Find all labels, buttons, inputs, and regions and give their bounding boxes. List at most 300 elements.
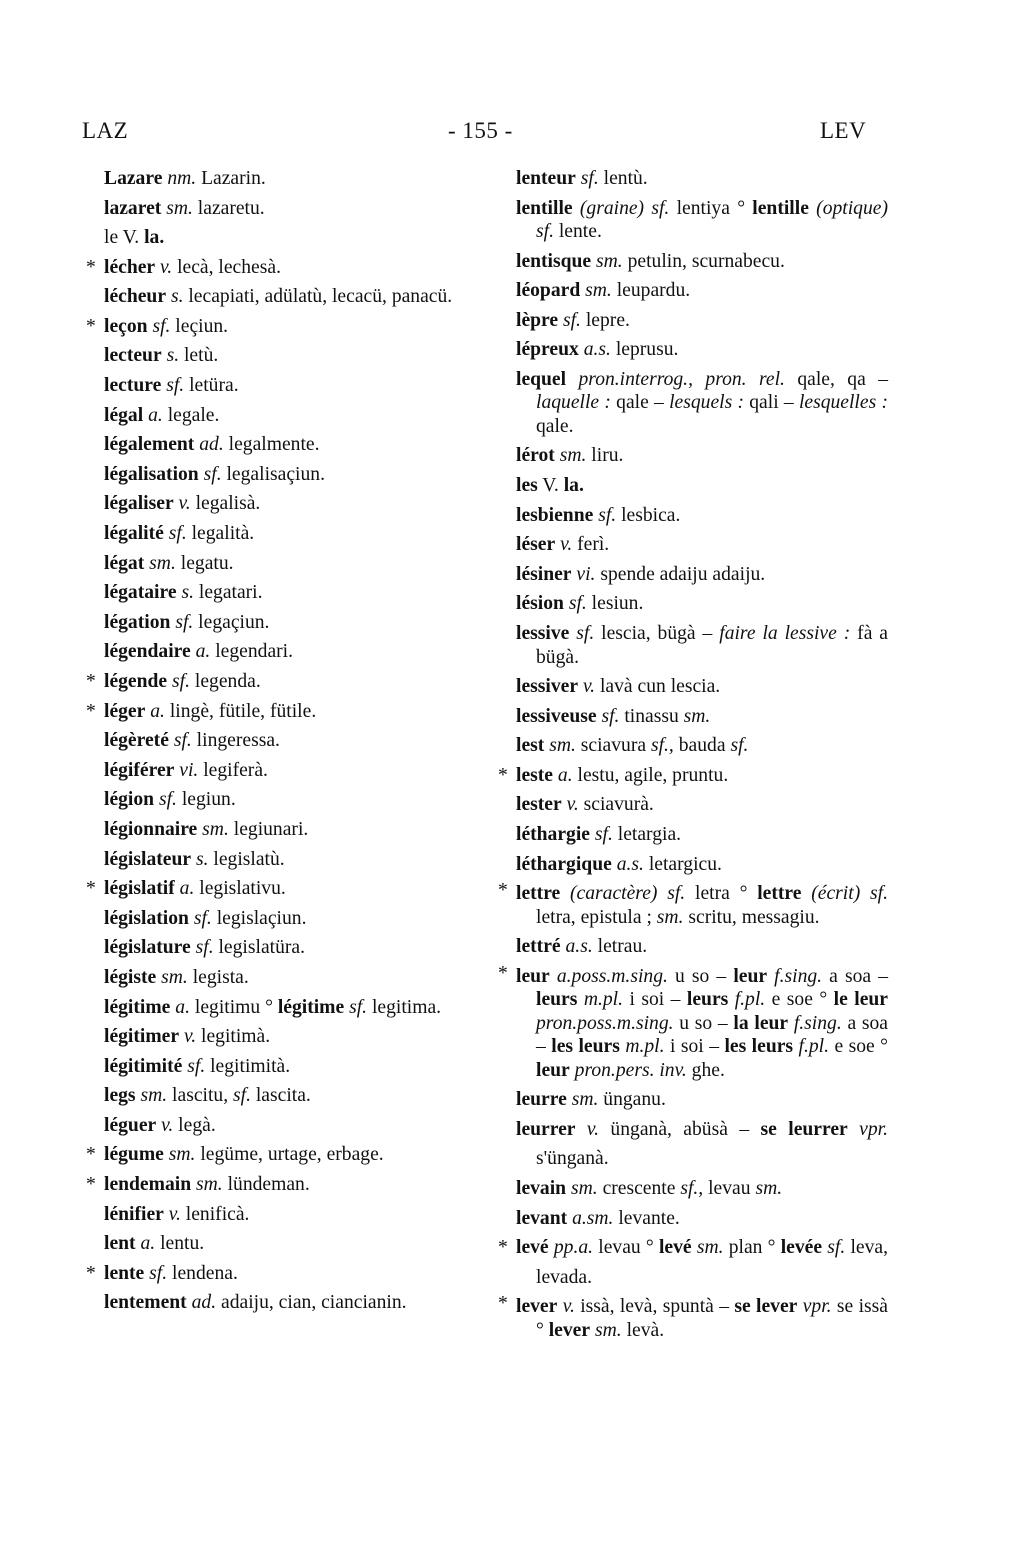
headword: lettre [757, 883, 802, 905]
grammar-label: a.sm. [572, 1207, 614, 1229]
headword: levée [780, 1237, 823, 1259]
grammar-label: a.s. [583, 339, 611, 361]
dictionary-entry [104, 845, 474, 875]
dictionary-entry [516, 247, 888, 277]
dictionary-entry [104, 1081, 474, 1111]
translation: legiun. [176, 789, 236, 811]
grammar-label: sf., [650, 735, 674, 757]
grammar-label: sm. [149, 552, 176, 574]
translation: qale, qa – [784, 368, 888, 390]
headword: lessiveuse [516, 705, 597, 727]
headword: légionnaire [104, 818, 198, 840]
grammar-label: pron.poss.m.sing. [536, 1012, 674, 1034]
grammar-label: sf. [173, 730, 192, 752]
translation: lesbica. [616, 504, 681, 526]
translation: fà a bügà. [536, 623, 889, 668]
grammar-label: v. [160, 256, 173, 278]
translation: a soa – [536, 1012, 888, 1058]
headword: lécheur [104, 286, 167, 308]
headword: leur [536, 1059, 570, 1081]
translation: legiferà. [198, 759, 268, 781]
translation: petulin, scurnabecu. [622, 250, 785, 272]
headword: légataire [104, 582, 177, 604]
headword: lessive [516, 623, 570, 645]
grammar-label: sf. [233, 1085, 251, 1107]
translation: leupardu. [611, 280, 691, 302]
dictionary-entry [516, 276, 888, 306]
headword: levant [516, 1207, 568, 1229]
grammar-label: sf. [562, 309, 581, 331]
grammar-label: a. [150, 700, 165, 722]
grammar-label: sf. [168, 523, 187, 545]
grammar-label: sf. [149, 1262, 168, 1284]
dictionary-entry [516, 560, 888, 590]
grammar-label: sf. [598, 504, 617, 526]
grammar-label: vpr. [859, 1118, 888, 1140]
translation: legalità. [186, 523, 255, 545]
headword: lérot [516, 445, 555, 467]
grammar-label: a.poss.m.sing. [556, 965, 668, 987]
grammar-label: s. [181, 582, 194, 604]
headword: leurrer [516, 1118, 576, 1140]
translation: lavà cun lescia. [595, 676, 721, 698]
headword: lever [548, 1319, 591, 1341]
translation: ünganà, abüsà – [599, 1118, 761, 1140]
running-head-right: LEV [820, 118, 867, 143]
grammar-label: pron.interrog., pron. rel. [578, 368, 785, 390]
headword: léger [104, 700, 146, 722]
grammar-label: (caractère) sf. [570, 883, 686, 905]
translation: levà. [621, 1319, 665, 1341]
dictionary-entry [104, 489, 474, 519]
translation: ünganu. [598, 1089, 666, 1111]
translation: adaiju, cian, ciancianin. [216, 1292, 407, 1314]
dictionary-entry [86, 697, 474, 727]
grammar-label: a. [175, 996, 190, 1018]
dictionary-entry [104, 963, 474, 993]
grammar-label: (graine) sf. [579, 197, 670, 219]
asterisk-marker: * [86, 1262, 96, 1284]
dictionary-entry [104, 549, 474, 579]
dictionary-entry [498, 879, 888, 932]
translation: sciavura [575, 735, 651, 757]
headword: légendaire [104, 641, 191, 663]
translation: levau ° [593, 1237, 659, 1259]
headword: se leurrer [760, 1118, 848, 1140]
translation: leçiun. [170, 315, 229, 337]
dictionary-entry [104, 282, 474, 312]
translation [848, 1119, 859, 1140]
translation: legatu. [175, 552, 234, 574]
headword: léthargique [516, 853, 612, 875]
grammar-label: a. [140, 1233, 156, 1255]
translation: legale. [162, 404, 220, 426]
dictionary-entry [86, 253, 474, 283]
headword: se lever [734, 1296, 798, 1318]
dictionary-entry [516, 335, 888, 365]
headword: levé [516, 1237, 549, 1259]
translation: Lazarin. [196, 168, 266, 189]
translation: letù. [179, 345, 219, 367]
headword: lépreux [516, 339, 579, 361]
headword: légation [104, 611, 171, 633]
headword: légèreté [104, 730, 169, 752]
grammar-label: sm. [140, 1085, 168, 1107]
dictionary-entry [104, 1111, 474, 1141]
left-column [86, 164, 474, 1318]
translation: lingè, fütile, fütile. [164, 700, 317, 722]
translation: sciavurà. [578, 794, 654, 816]
asterisk-marker: * [498, 764, 508, 786]
dictionary-entry [498, 761, 888, 791]
translation: levante. [613, 1207, 680, 1229]
headword: légalisation [104, 463, 199, 485]
grammar-label: sm. [696, 1237, 724, 1259]
grammar-label: pp.a. [553, 1237, 594, 1259]
asterisk-marker: * [86, 1174, 96, 1195]
headword: légalité [104, 523, 164, 545]
translation: se issà ° [536, 1296, 888, 1341]
translation: legalisà. [190, 493, 261, 515]
translation: lentù. [598, 168, 648, 189]
translation: lepre. [580, 309, 630, 331]
translation: qale – [610, 392, 670, 414]
translation: legatari. [193, 582, 263, 604]
grammar-label: sf. [594, 824, 613, 845]
translation: V. [537, 475, 564, 497]
translation: crescente [597, 1178, 681, 1200]
grammar-label: f.sing. [793, 1012, 842, 1034]
grammar-label: a. [179, 878, 195, 900]
headword: levain [516, 1178, 567, 1200]
translation: lascita. [250, 1085, 311, 1107]
grammar-label: f.pl. [734, 989, 766, 1011]
dictionary-entry [104, 993, 474, 1023]
translation: lascitu, [167, 1085, 233, 1107]
grammar-label: sf., [680, 1178, 704, 1200]
headword: les leurs [551, 1036, 620, 1058]
translation: liru. [586, 445, 624, 467]
dictionary-entry [104, 815, 474, 845]
headword: leur [733, 965, 768, 987]
dictionary-entry [104, 608, 474, 638]
headword: légitime [277, 996, 345, 1018]
headword: législature [104, 937, 191, 959]
dictionary-entry [104, 904, 474, 934]
dictionary-entry [516, 790, 888, 820]
dictionary-entry [104, 401, 474, 431]
headword: lessiver [516, 676, 579, 698]
headword: léopard [516, 280, 581, 302]
translation: e soe ° [765, 989, 834, 1011]
grammar-label: ad. [199, 434, 224, 456]
headword: levé [658, 1237, 692, 1259]
translation: letüra. [184, 375, 239, 397]
translation: tinassu [619, 705, 684, 727]
grammar-label: (écrit) sf. [811, 883, 888, 905]
translation: s'ünganà. [536, 1148, 609, 1170]
headword: légat [104, 552, 145, 574]
grammar-label: f.sing. [774, 965, 823, 987]
headword: leurre [516, 1089, 567, 1111]
translation: bauda [673, 735, 731, 757]
translation: legüme, urtage, erbage. [195, 1144, 384, 1166]
translation: i soi – [623, 989, 687, 1011]
grammar-label: sf. [576, 623, 595, 645]
headword: lecture [104, 375, 162, 397]
translation [575, 1119, 586, 1140]
grammar-label: a. [557, 764, 573, 786]
asterisk-marker: * [86, 1144, 96, 1166]
headword: lever [516, 1296, 558, 1318]
grammar-label: sm. [585, 280, 612, 302]
dictionary-entry [104, 785, 474, 815]
dictionary-entry [516, 1085, 888, 1115]
grammar-label: sf. [172, 671, 190, 692]
dictionary-entry [498, 1233, 888, 1292]
dictionary-entry [104, 578, 474, 608]
headword: lécher [104, 256, 156, 278]
grammar-label: sf. [187, 1055, 206, 1077]
headword: légitime [104, 996, 171, 1018]
headword: lésiner [516, 563, 572, 585]
translation: legislaçiun. [211, 907, 307, 929]
grammar-label: lesquelles : [798, 392, 888, 414]
grammar-label: m.pl. [583, 989, 623, 1011]
headword: les leurs [724, 1036, 794, 1058]
translation [560, 883, 570, 904]
headword: législatif [104, 878, 175, 900]
grammar-label: vi. [576, 563, 596, 585]
dictionary-entry [104, 430, 474, 460]
translation: leva, levada. [536, 1237, 888, 1288]
asterisk-marker: * [86, 256, 96, 278]
dictionary-entry [104, 1229, 474, 1259]
headword: lettré [516, 936, 561, 958]
headword: leurs [536, 989, 578, 1011]
dictionary-entry [516, 932, 888, 962]
translation: lente. [553, 221, 602, 243]
grammar-label: sm. [755, 1178, 783, 1200]
headword: légende [104, 671, 168, 692]
dictionary-entry [516, 194, 888, 247]
dictionary-entry [498, 1292, 888, 1345]
grammar-label: (optique) sf. [536, 197, 888, 243]
translation: lecapiati, adülatù, lecacü, panacü. [183, 286, 453, 308]
translation: le V. [104, 227, 145, 249]
translation [566, 369, 578, 390]
dictionary-entry [104, 1200, 474, 1230]
headword: lenteur [516, 168, 576, 189]
headword: légaliser [104, 493, 174, 515]
headword: la. [144, 227, 165, 249]
dictionary-entry [516, 589, 888, 619]
translation: lentu. [155, 1233, 205, 1255]
grammar-label: sf. [568, 593, 587, 615]
headword: légiférer [104, 759, 175, 781]
grammar-label: v. [566, 794, 579, 816]
dictionary-entry [104, 194, 474, 224]
translation: legista. [187, 966, 249, 988]
headword: lésion [516, 593, 564, 615]
translation: scritu, messagiu. [683, 906, 820, 928]
headword: législateur [104, 848, 192, 870]
headword: la. [563, 475, 584, 497]
translation: lestu, agile, pruntu. [572, 764, 729, 786]
translation: lesiun. [586, 593, 644, 615]
asterisk-marker: * [498, 1237, 508, 1259]
grammar-label: a.s. [616, 853, 644, 875]
headword: legs [104, 1085, 136, 1107]
headword: Lazare [104, 168, 163, 189]
dictionary-entry [516, 1174, 888, 1204]
grammar-label: v. [560, 534, 573, 556]
headword: lecteur [104, 345, 162, 367]
dictionary-entry [516, 1204, 888, 1234]
headword: lettre [516, 883, 561, 905]
dictionary-entry [86, 1170, 474, 1200]
grammar-label: sf. [601, 705, 620, 727]
dictionary-entry [516, 471, 888, 501]
translation [573, 198, 580, 219]
asterisk-marker: * [86, 671, 96, 692]
grammar-label: laquelle : [536, 392, 611, 414]
headword: légitimer [104, 1026, 180, 1048]
asterisk-marker: * [498, 1293, 508, 1315]
headword: lent [104, 1233, 136, 1255]
translation: legitimà. [196, 1026, 271, 1048]
translation: leprusu. [610, 339, 679, 361]
translation: issà, levà, spuntà – [574, 1296, 735, 1318]
translation: legalisaçiun. [221, 463, 325, 485]
grammar-label: s. [195, 848, 209, 870]
translation: letra, epistula ; [536, 906, 657, 928]
dictionary-entry [86, 312, 474, 342]
translation: legitimità. [205, 1055, 291, 1077]
translation: legenda. [190, 671, 261, 692]
headword: le leur [833, 989, 888, 1011]
translation: qali – [744, 392, 799, 414]
headword: lendemain [104, 1174, 192, 1195]
headword: lente [104, 1262, 145, 1284]
grammar-label: a.s. [565, 936, 593, 958]
headword: leste [516, 764, 553, 786]
grammar-label: sf. [203, 463, 222, 485]
grammar-label: sm. [161, 966, 188, 988]
grammar-label: sm. [168, 1144, 196, 1166]
dictionary-entry [104, 726, 474, 756]
headword: leur [516, 965, 550, 987]
dictionary-entry [86, 874, 474, 904]
grammar-label: nm. [167, 168, 197, 189]
headword: légume [104, 1144, 164, 1166]
translation: i soi – [664, 1036, 725, 1058]
translation: legislatüra. [213, 937, 305, 959]
translation: lenificà. [180, 1203, 250, 1225]
headword: légion [104, 789, 155, 811]
translation: lentiya ° [669, 197, 753, 219]
headword: lentille [516, 197, 573, 219]
headword: lentisque [516, 250, 592, 272]
dictionary-entry [104, 1022, 474, 1052]
translation: lazaretu. [192, 197, 265, 219]
asterisk-marker: * [86, 315, 96, 337]
dictionary-entry [516, 1115, 888, 1174]
grammar-label: sf. [195, 937, 214, 959]
translation: lingeressa. [191, 730, 280, 752]
grammar-label: a. [195, 641, 211, 663]
headword: lénifier [104, 1203, 164, 1225]
dictionary-entry [86, 667, 474, 697]
grammar-label: sf. [580, 168, 599, 189]
translation: legitimu ° [189, 996, 278, 1018]
headword: lentement [104, 1292, 187, 1314]
headword: légal [104, 404, 144, 426]
grammar-label: sf. [175, 611, 194, 633]
grammar-label: v. [168, 1203, 181, 1225]
dictionary-entry [516, 820, 888, 850]
asterisk-marker: * [498, 880, 508, 902]
dictionary-entry [516, 530, 888, 560]
dictionary-entry [104, 637, 474, 667]
translation: u so – [667, 965, 734, 987]
grammar-label: faire la lessive : [719, 623, 851, 645]
translation: letargicu. [643, 853, 722, 875]
translation: legislatù. [208, 848, 285, 870]
dictionary-entry [104, 341, 474, 371]
headword: lesbienne [516, 504, 594, 526]
grammar-label: v. [178, 493, 191, 515]
translation: a soa – [822, 965, 888, 987]
dictionary-entry [516, 672, 888, 702]
grammar-label: sf. [152, 315, 171, 337]
dictionary-entry [516, 441, 888, 471]
dictionary-entry [516, 365, 888, 442]
grammar-label: sf. [193, 907, 212, 929]
grammar-label: ad. [191, 1292, 217, 1314]
grammar-label: v. [161, 1114, 174, 1136]
dictionary-entry [516, 501, 888, 531]
headword: légalement [104, 434, 195, 456]
grammar-label: v. [183, 1026, 197, 1048]
translation: qale. [536, 415, 574, 437]
dictionary-entry [104, 933, 474, 963]
headword: lester [516, 794, 562, 816]
translation: lündeman. [222, 1174, 310, 1195]
grammar-label: sf. [827, 1237, 846, 1259]
headword: léser [516, 534, 556, 556]
headword: lèpre [516, 309, 559, 331]
right-column [498, 164, 889, 1345]
asterisk-marker: * [498, 962, 508, 984]
translation: letrau. [592, 936, 648, 958]
grammar-label: sf. [166, 375, 185, 397]
dictionary-entry [104, 371, 474, 401]
headword: la leur [733, 1012, 789, 1034]
headword: léthargie [516, 824, 590, 845]
grammar-label: sm. [166, 197, 193, 219]
grammar-label: a. [148, 404, 163, 426]
dictionary-entry [104, 519, 474, 549]
headword: leurs [686, 989, 729, 1011]
grammar-label: s. [170, 286, 184, 308]
grammar-label: v. [562, 1296, 575, 1318]
translation: levau [703, 1178, 756, 1200]
translation: lendena. [167, 1262, 238, 1284]
headword: léguer [104, 1114, 157, 1136]
grammar-label: lesquels : [669, 392, 744, 414]
dictionary-entry [516, 731, 888, 761]
